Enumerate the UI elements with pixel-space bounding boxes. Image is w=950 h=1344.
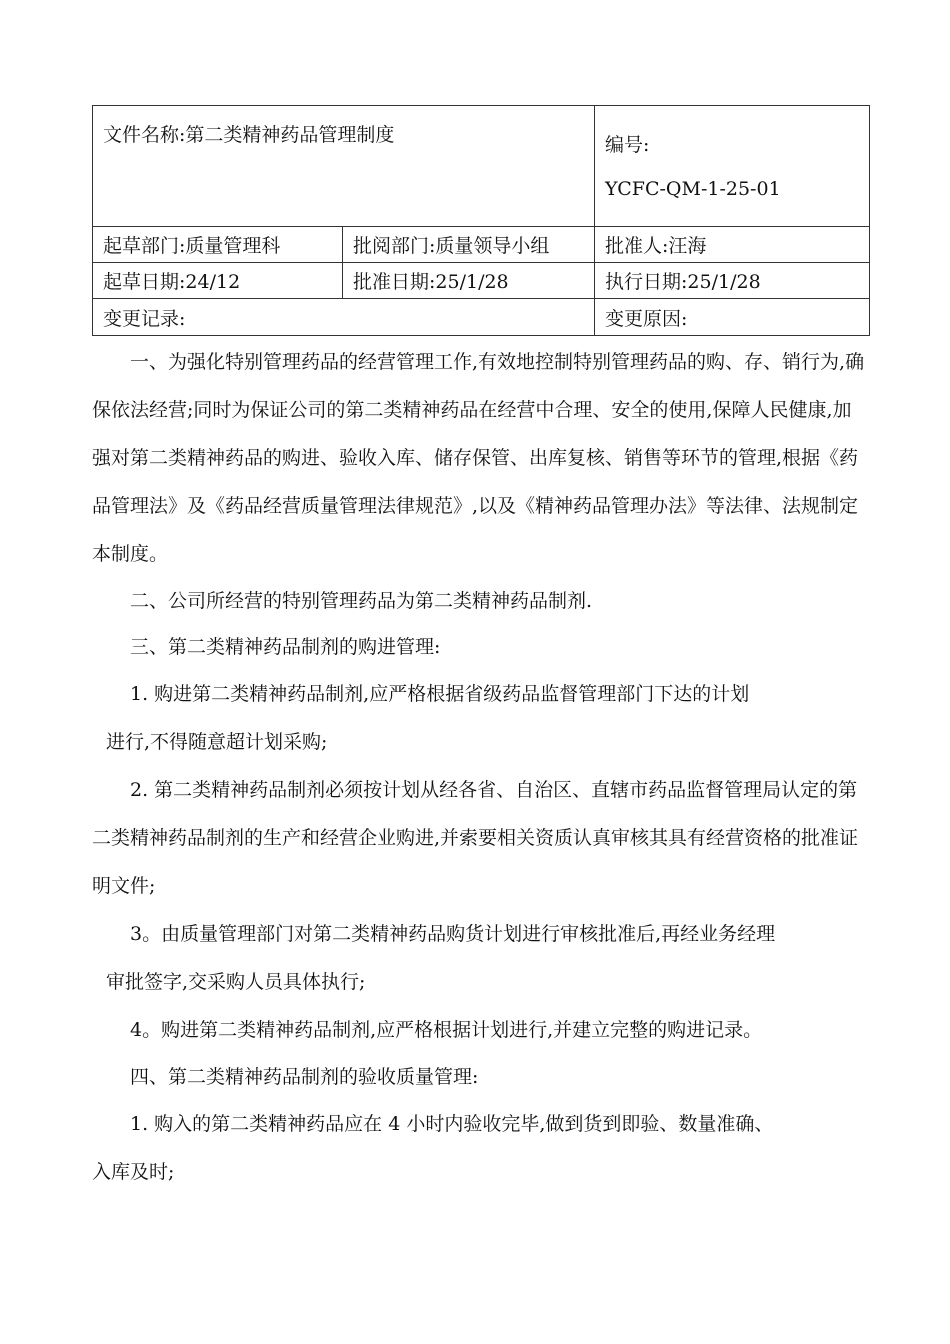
purchase-item-4: 4。购进第二类精神药品制剂,应严格根据计划进行,并建立完整的购进记录。 xyxy=(130,1019,763,1041)
execution-date-cell: 执行日期:25/1/28 xyxy=(595,263,870,299)
section-three-heading: 三、第二类精神药品制剂的购进管理: xyxy=(130,636,441,658)
section-one-paragraph: 一、为强化特别管理药品的经营管理工作,有效地控制特别管理药品的购、存、销行为,确保依法经营;同时为保证公司的第二类精神药品在经营中合理、安全的使用,保障人民健康,加强对第二类精神药品的购进、验收入库、储存保管、出库复核、销售等环节的管理,根据《药品管理法》及《药品经营质量管理法律规范》,以及《精神药品管理办法》等法律、法规制定本制度。 xyxy=(92,351,865,565)
change-reason-cell: 变更原因: xyxy=(595,299,870,336)
document-body xyxy=(92,338,869,1196)
purchase-item-1-line1: 1. 购进第二类精神药品制剂,应严格根据省级药品监督管理部门下达的计划 xyxy=(130,683,750,705)
review-department-cell: 批阅部门:质量领导小组 xyxy=(343,227,595,263)
purchase-item-3-line2: 审批签字,交采购人员具体执行; xyxy=(106,971,366,993)
draft-date-cell: 起草日期:24/12 xyxy=(93,263,343,299)
document-code-label: 编号: xyxy=(605,134,650,156)
document-code-cell xyxy=(595,106,870,227)
document-code-value: YCFC-QM-1-25-01 xyxy=(605,178,781,200)
acceptance-item-1-line1: 1. 购入的第二类精神药品应在 4 小时内验收完毕,做到货到即验、数量准确、 xyxy=(130,1113,774,1135)
section-two-paragraph: 二、公司所经营的特别管理药品为第二类精神药品制剂. xyxy=(130,590,593,612)
purchase-item-3-line1: 3。由质量管理部门对第二类精神药品购货计划进行审核批准后,再经业务经理 xyxy=(130,923,776,945)
purchase-item-1-line2: 进行,不得随意超计划采购; xyxy=(106,731,328,753)
purchase-item-2: 2. 第二类精神药品制剂必须按计划从经各省、自治区、直辖市药品监督管理局认定的第二类精神药品制剂的生产和经营企业购进,并索要相关资质认真审核其具有经营资格的批准证明文件; xyxy=(92,779,859,897)
section-four-heading: 四、第二类精神药品制剂的验收质量管理: xyxy=(130,1066,479,1088)
draft-department-cell: 起草部门:质量管理科 xyxy=(93,227,343,263)
purchase-item-3 xyxy=(92,910,869,1006)
document-name-cell: 文件名称:第二类精神药品管理制度 xyxy=(93,106,595,227)
approve-date-cell: 批准日期:25/1/28 xyxy=(343,263,595,299)
acceptance-item-1 xyxy=(92,1100,869,1196)
change-record-cell: 变更记录: xyxy=(93,299,595,336)
document-header-table xyxy=(92,105,870,336)
approver-cell: 批准人:汪海 xyxy=(595,227,870,263)
acceptance-item-1-line2: 入库及时; xyxy=(92,1161,175,1183)
purchase-item-1 xyxy=(92,670,869,766)
